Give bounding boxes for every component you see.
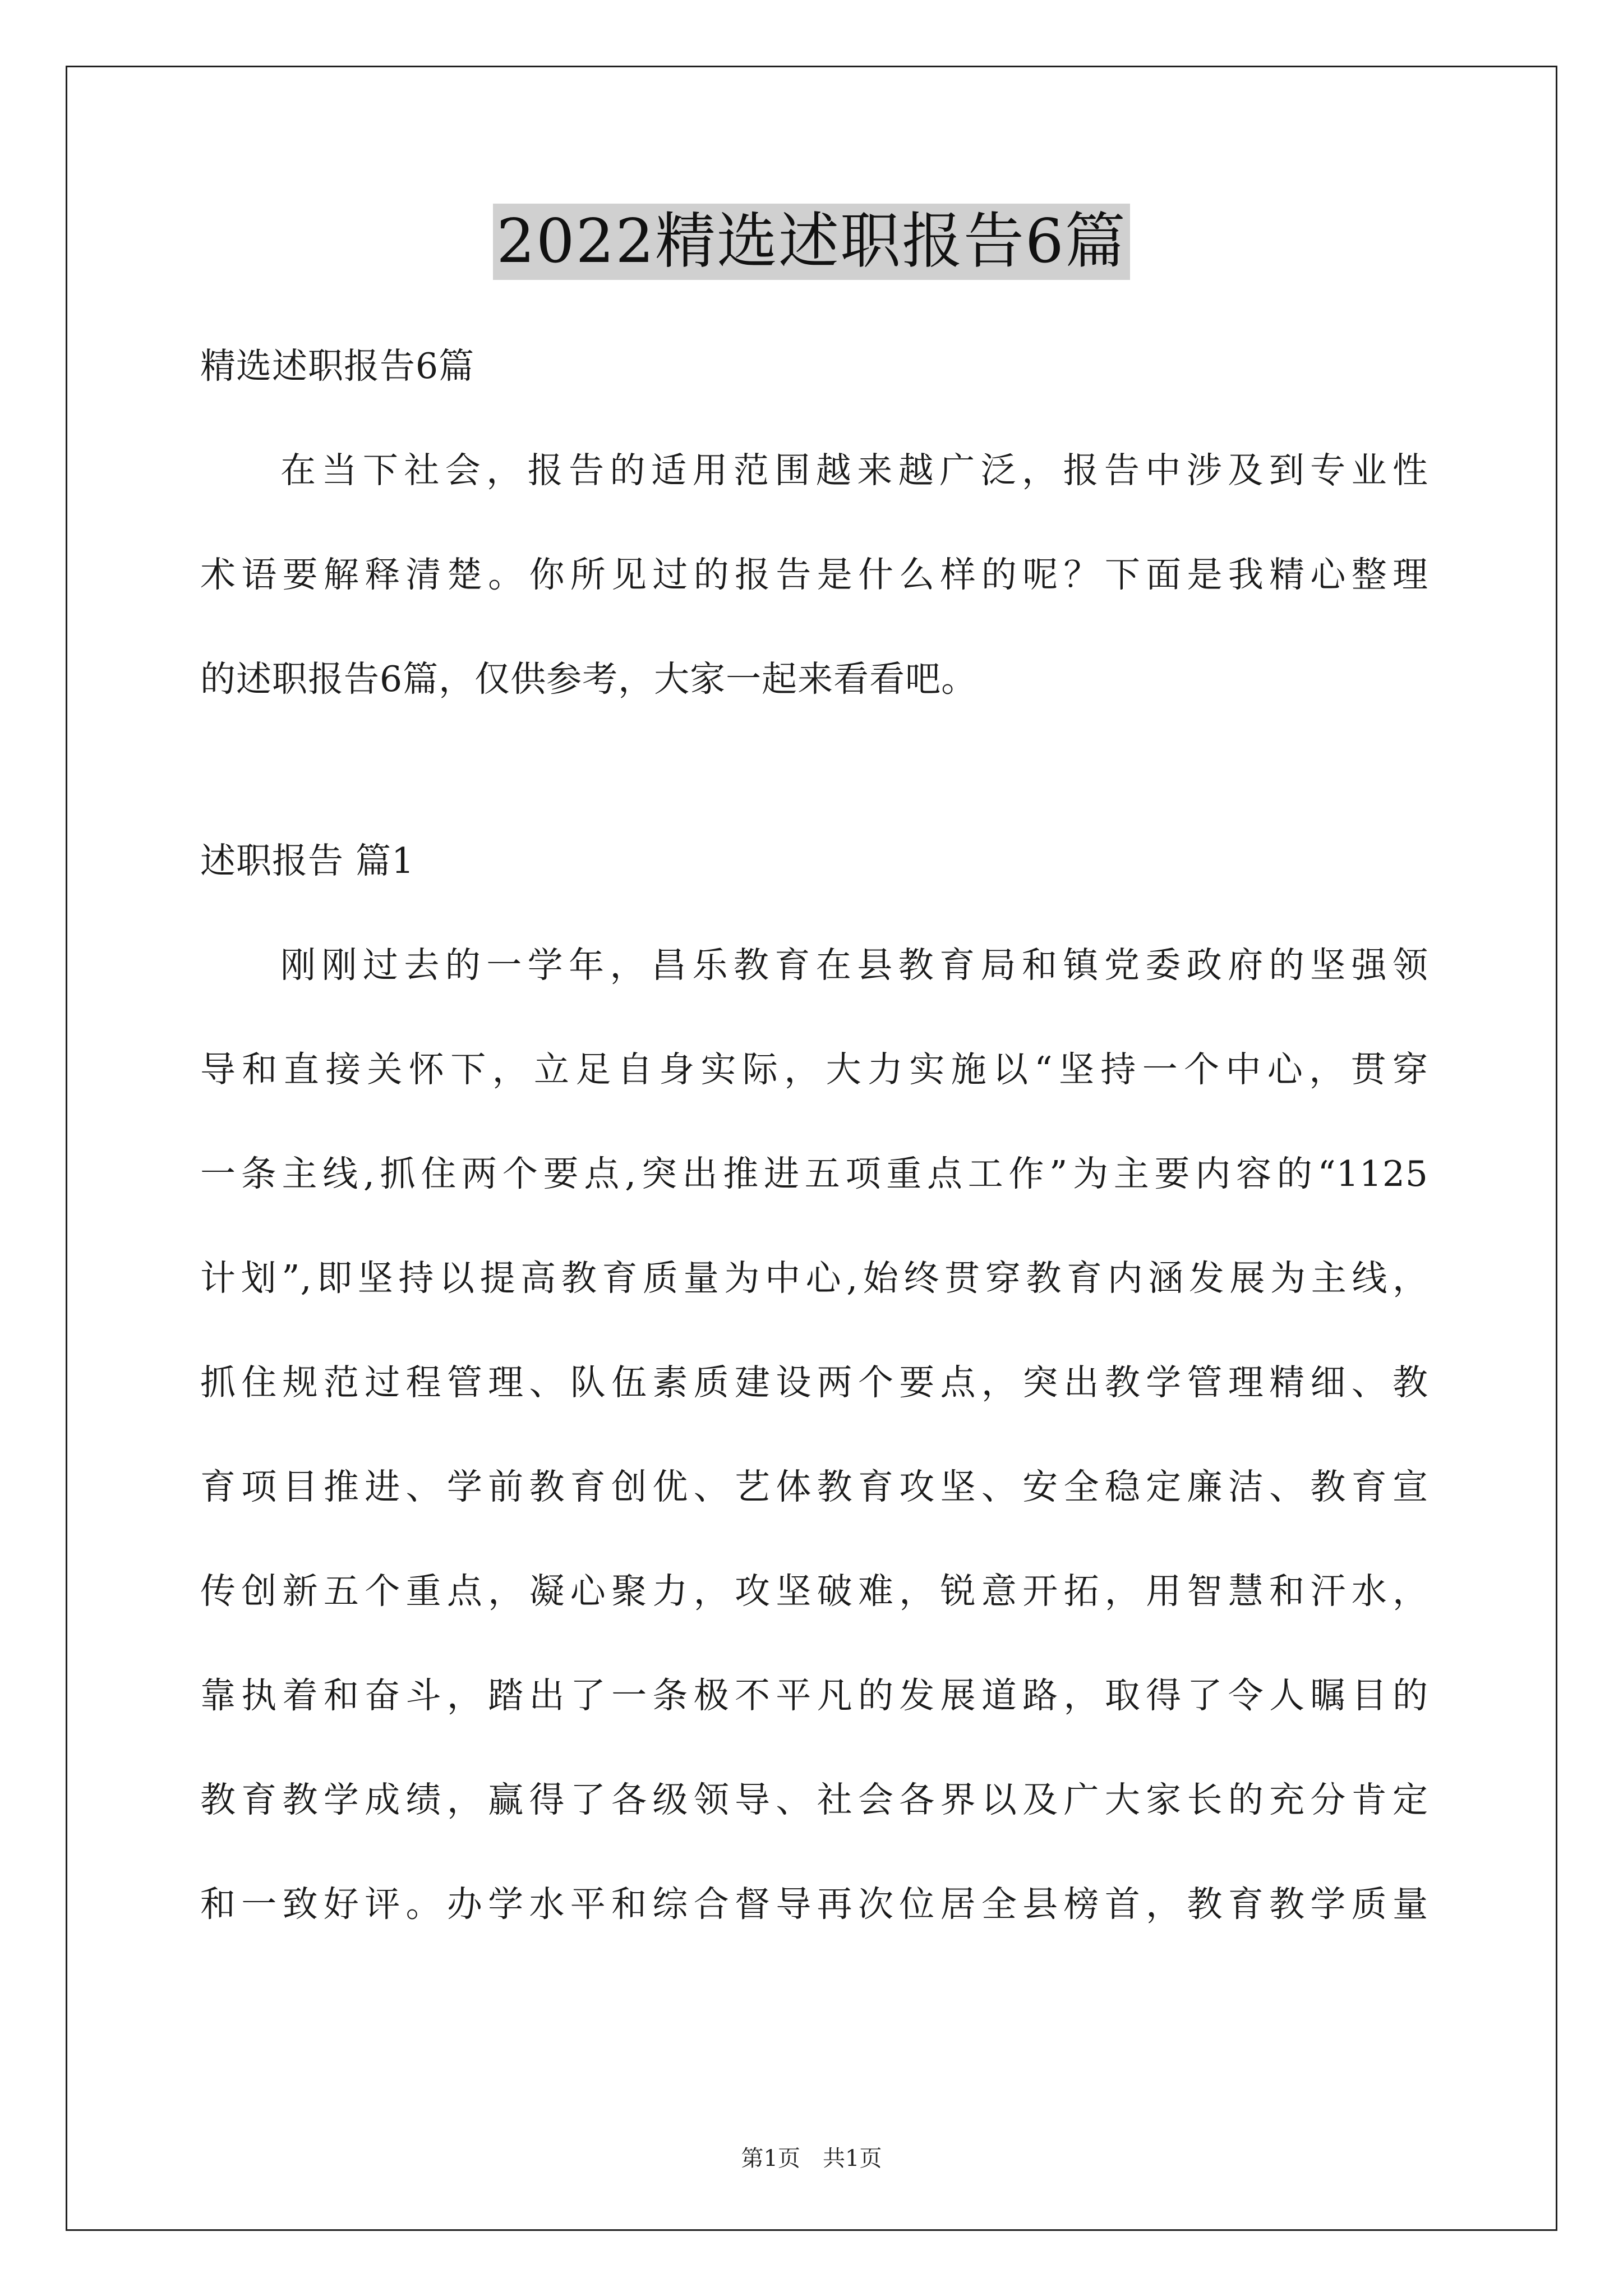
body-line: 传创新五个重点，凝心聚力，攻坚破难，锐意开拓，用智慧和汗水， (200, 1571, 1428, 1612)
body-line: 靠执着和奋斗，踏出了一条极不平凡的发展道路，取得了令人瞩目的 (200, 1675, 1428, 1716)
intro-line: 的述职报告6篇，仅供参考，大家一起来看看吧。 (200, 659, 978, 700)
body-line: 教育教学成绩，赢得了各级领导、社会各界以及广大家长的充分肯定 (200, 1779, 1428, 1820)
section-heading: 述职报告 篇1 (200, 840, 415, 881)
body-line: 育项目推进、学前教育创优、艺体教育攻坚、安全稳定廉洁、教育宣 (200, 1466, 1428, 1507)
body-line: 和一致好评。办学水平和综合督导再次位居全县榜首，教育教学质量 (200, 1884, 1428, 1925)
body-line: 导和直接关怀下，立足自身实际，大力实施以“坚持一个中心，贯穿 (200, 1049, 1428, 1090)
body-line: 计划”,即坚持以提高教育质量为中心,始终贯穿教育内涵发展为主线， (200, 1258, 1428, 1299)
page-footer: 第1页 共1页 (741, 2146, 882, 2171)
subtitle: 精选述职报告6篇 (200, 346, 475, 386)
document-body (200, 314, 1428, 1957)
document-title: 2022精选述职报告6篇 (493, 204, 1130, 280)
intro-line: 术语要解释清楚。你所见过的报告是什么样的呢？下面是我精心整理 (200, 554, 1428, 595)
body-line: 一条主线,抓住两个要点,突出推进五项重点工作”为主要内容的“1125 (200, 1153, 1428, 1194)
paragraph-gap (200, 731, 1428, 809)
intro-line: 在当下社会，报告的适用范围越来越广泛，报告中涉及到专业性 (280, 450, 1428, 491)
body-line: 刚刚过去的一学年，昌乐教育在县教育局和镇党委政府的坚强领 (280, 945, 1428, 986)
title-container (0, 204, 1623, 280)
body-line: 抓住规范过程管理、队伍素质建设两个要点，突出教学管理精细、教 (200, 1362, 1428, 1403)
